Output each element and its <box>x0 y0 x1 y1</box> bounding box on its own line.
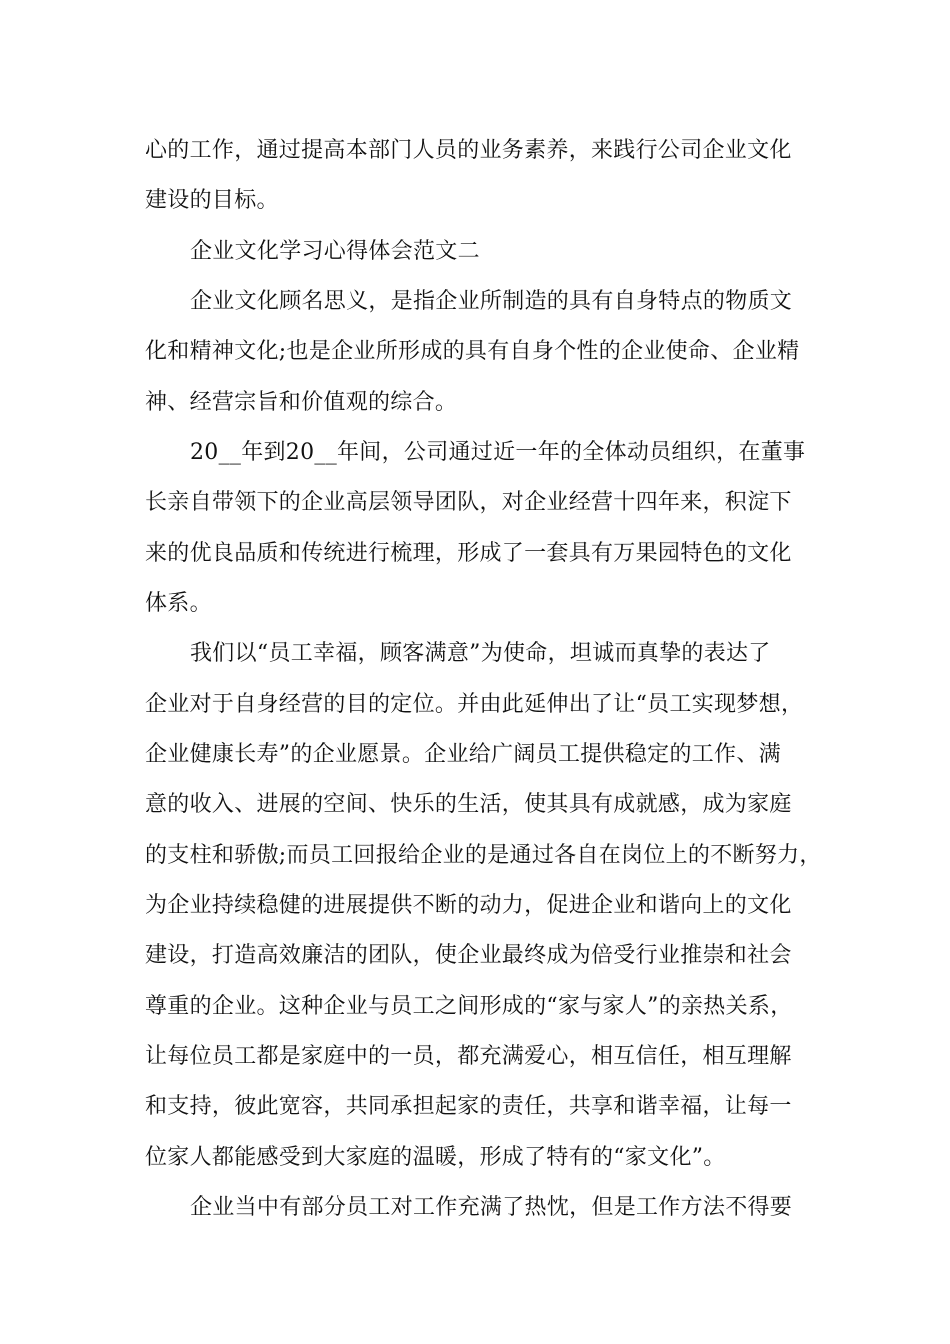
text-line-8: 长亲自带领下的企业高层领导团队，对企业经营十四年来，积淀下 <box>145 490 792 515</box>
text-line-22: 企业当中有部分员工对工作充满了热忱，但是工作方法不得要 <box>190 1195 793 1220</box>
text-line-17: 建设，打造高效廉洁的团队，使企业最终成为倍受行业推崇和社会 <box>145 943 792 968</box>
text-line-13: 企业健康长寿”的企业愿景。企业给广阔员工提供稳定的工作、满 <box>145 742 781 767</box>
text-line-20: 和支持，彼此宽容，共同承担起家的责任，共享和谐幸福，让每一 <box>145 1094 792 1119</box>
text-line-21: 位家人都能感受到大家庭的温暖，形成了特有的“家文化”。 <box>145 1145 726 1170</box>
section-heading: 企业文化学习心得体会范文二 <box>190 239 480 264</box>
text-line-11: 我们以“员工幸福，顾客满意”为使命，坦诚而真挚的表达了 <box>190 641 771 666</box>
text-line-1: 心的工作，通过提高本部门人员的业务素养，来践行公司企业文化 <box>145 138 792 163</box>
text-line-10: 体系。 <box>145 591 212 616</box>
text-line-9: 来的优良品质和传统进行梳理，形成了一套具有万果园特色的文化 <box>145 541 792 566</box>
text-line-6: 神、经营宗旨和价值观的综合。 <box>145 390 458 415</box>
text-line-7: 20__年到20__年间，公司通过近一年的全体动员组织，在董事 <box>190 440 806 465</box>
text-line-5: 化和精神文化;也是企业所形成的具有自身个性的企业使命、企业精 <box>145 339 800 364</box>
text-line-2: 建设的目标。 <box>145 188 279 213</box>
text-line-14: 意的收入、进展的空间、快乐的生活，使其具有成就感，成为家庭 <box>145 792 792 817</box>
text-line-19: 让每位员工都是家庭中的一员，都充满爱心，相互信任，相互理解 <box>145 1044 792 1069</box>
text-line-16: 为企业持续稳健的进展提供不断的动力，促进企业和谐向上的文化 <box>145 893 792 918</box>
text-line-15: 的支柱和骄傲;而员工回报给企业的是通过各自在岗位上的不断努力， <box>145 843 822 868</box>
text-line-12: 企业对于自身经营的目的定位。并由此延伸出了让“员工实现梦想， <box>145 692 804 717</box>
text-line-18: 尊重的企业。这种企业与员工之间形成的“家与家人”的亲热关系， <box>145 994 793 1019</box>
text-line-4: 企业文化顾名思义，是指企业所制造的具有自身特点的物质文 <box>190 289 793 314</box>
